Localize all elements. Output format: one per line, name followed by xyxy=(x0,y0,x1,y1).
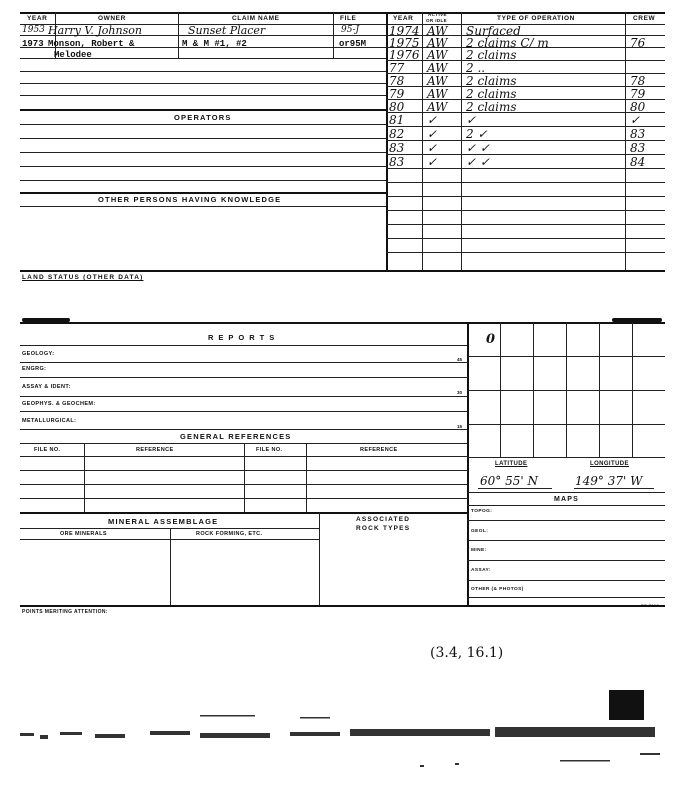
owner-entry-2-year: 1973 xyxy=(22,39,44,49)
op-status-11: ✓ xyxy=(427,155,438,169)
land-status-label: LAND STATUS (OTHER DATA) xyxy=(22,274,144,281)
handwritten-coordinate-note: (3.4, 16.1) xyxy=(430,645,504,661)
op-status-4: AW xyxy=(427,61,448,75)
associated-rock-types-line2: ROCK TYPES xyxy=(356,525,411,532)
longitude-value: 149° 37' W xyxy=(575,474,643,488)
rock-forming-label: ROCK FORMING, ETC. xyxy=(196,531,263,537)
header-active: ACTIVE xyxy=(428,12,447,17)
header-year-2: YEAR xyxy=(393,15,414,22)
owner-entry-1-file: 95-J xyxy=(341,25,360,35)
op-year-6: 79 xyxy=(389,87,405,101)
op-crew-5: 78 xyxy=(630,74,646,88)
op-status-3: AW xyxy=(427,48,448,62)
maps-row-other: OTHER (& PHOTOS) xyxy=(471,587,524,592)
maps-title: MAPS xyxy=(554,496,580,503)
ref-col-file-no-1: FILE NO. xyxy=(34,447,61,453)
owner-entry-1-claim: Sunset Placer xyxy=(188,24,266,37)
general-references-title: GENERAL REFERENCES xyxy=(180,432,292,441)
operators-label: OPERATORS xyxy=(174,113,232,122)
op-type-11: ✓ ✓ xyxy=(466,155,490,169)
maps-row-assay: ASSAY: xyxy=(471,568,491,573)
report-row-engrg: ENGRG: xyxy=(22,366,47,372)
header-owner: OWNER xyxy=(98,15,126,22)
owner-entry-2-owner: Monson, Robert & xyxy=(48,39,135,49)
op-crew-6: 79 xyxy=(630,87,646,101)
ref-col-file-no-2: FILE NO. xyxy=(256,447,283,453)
op-year-5: 78 xyxy=(389,74,405,88)
op-status-6: AW xyxy=(427,87,448,101)
header-year: YEAR xyxy=(27,15,48,22)
form-number: SP 7018 xyxy=(641,603,660,608)
side-number-15: 15 xyxy=(457,424,463,429)
latitude-label: LATITUDE xyxy=(495,461,528,467)
report-row-geophys: GEOPHYS. & GEOCHEM: xyxy=(22,401,96,407)
op-year-10: 83 xyxy=(389,141,405,155)
grid-mark: 0 xyxy=(486,332,496,347)
op-crew-10: 83 xyxy=(630,141,646,155)
op-type-6: 2 claims xyxy=(466,87,517,101)
op-status-10: ✓ xyxy=(427,141,438,155)
op-type-4: 2 .. xyxy=(466,61,486,75)
associated-rock-types-line1: ASSOCIATED xyxy=(356,516,411,523)
op-year-4: 77 xyxy=(389,61,405,75)
owner-entry-2-extra: Melodee xyxy=(54,50,92,60)
owner-entry-1-owner: Harry V. Johnson xyxy=(48,24,142,37)
op-year-7: 80 xyxy=(389,100,405,114)
op-crew-11: 84 xyxy=(630,155,646,169)
op-type-9: 2 ✓ xyxy=(466,127,488,141)
op-status-5: AW xyxy=(427,74,448,88)
op-crew-9: 83 xyxy=(630,127,646,141)
maps-row-topog: TOPOG: xyxy=(471,509,493,514)
latitude-value: 60° 55' N xyxy=(480,474,538,488)
op-type-8: ✓ xyxy=(466,113,477,127)
op-type-2: 2 claims C/ m xyxy=(466,36,549,50)
header-type-of-operation: TYPE OF OPERATION xyxy=(497,15,575,22)
side-number-30: 30 xyxy=(457,390,463,395)
op-crew-7: 80 xyxy=(630,100,646,114)
maps-row-geol: GEOL: xyxy=(471,529,489,534)
owner-entry-2-claim: M & M #1, #2 xyxy=(182,39,247,49)
scan-noise-band xyxy=(0,705,678,775)
op-year-1: 1974 xyxy=(389,24,420,38)
points-meriting-attention: POINTS MERITING ATTENTION: xyxy=(22,609,108,615)
ref-col-reference-1: REFERENCE xyxy=(136,447,174,453)
header-claim-name: CLAIM NAME xyxy=(232,15,280,22)
op-year-9: 82 xyxy=(389,127,405,141)
op-status-8: ✓ xyxy=(427,113,438,127)
op-crew-8: ✓ xyxy=(630,113,641,127)
other-persons-label: OTHER PERSONS HAVING KNOWLEDGE xyxy=(98,195,282,204)
op-type-1: Surfaced xyxy=(466,24,521,38)
op-status-2: AW xyxy=(427,36,448,50)
op-year-2: 1975 xyxy=(389,36,420,50)
op-crew-2: 76 xyxy=(630,36,646,50)
op-year-3: 1976 xyxy=(389,48,420,62)
header-crew: CREW xyxy=(633,15,656,22)
header-or-idle: OR IDLE xyxy=(426,18,448,23)
report-row-geology: GEOLOGY: xyxy=(22,351,55,357)
op-status-7: AW xyxy=(427,100,448,114)
op-type-10: ✓ ✓ xyxy=(466,141,490,155)
header-file: FILE xyxy=(340,15,357,22)
op-type-7: 2 claims xyxy=(466,100,517,114)
ore-minerals-label: ORE MINERALS xyxy=(60,531,107,537)
owner-entry-1-year: 1953 xyxy=(22,25,45,35)
op-year-8: 81 xyxy=(389,113,405,127)
side-number-45: 45 xyxy=(457,357,463,362)
report-row-assay: ASSAY & IDENT: xyxy=(22,384,71,390)
report-row-metallurgical: METALLURGICAL: xyxy=(22,418,77,424)
owner-entry-2-file: or95M xyxy=(339,39,367,49)
ref-col-reference-2: REFERENCE xyxy=(360,447,398,453)
op-status-1: AW xyxy=(427,24,448,38)
op-type-5: 2 claims xyxy=(466,74,517,88)
op-status-9: ✓ xyxy=(427,127,438,141)
maps-row-mine: MINE: xyxy=(471,548,487,553)
reports-title: REPORTS xyxy=(208,333,280,342)
mineral-assemblage-title: MINERAL ASSEMBLAGE xyxy=(108,517,219,526)
op-type-3: 2 claims xyxy=(466,48,517,62)
longitude-label: LONGITUDE xyxy=(590,461,629,467)
op-year-11: 83 xyxy=(389,155,405,169)
